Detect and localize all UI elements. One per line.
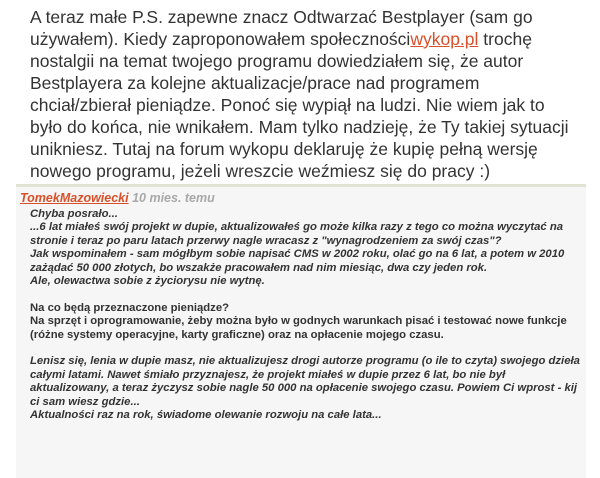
paragraph-gap [30,342,585,355]
comment-line: Aktualności raz na rok, świadome olewanie rozwoju na całe lata... [30,409,382,422]
comment-line: Na sprzęt i oprogramowanie, żeby można było w godnych warunkach pisać i testować nowe funkcje (różne systemy operacyjne, karty graficzne) oraz na opłacenie mojego czasu. [30,315,567,341]
comment-body [30,208,585,422]
paragraph-gap [30,288,585,301]
comment-line: Ale, olewactwa sobie z życiorysu nie wytnę. [30,275,265,288]
post-text-start: A teraz małe P.S. zapewne znacz Odtwarzać Bestplayer (sam go używałem). Kiedy zaproponowałem społeczności [30,7,533,49]
post-text-end: trochę nostalgii na temat twojego programu dowiedziałem się, że autor Bestplayera za kolejne aktualizacje/prace nad programem chciał/zbierał pieniądze. Ponoć się wypiął na ludzi. Nie wiem jak to było do końca, nie wnikałem. Mam tylko nadzieję, że Ty takiej sytuacji unikniesz. Tutaj na forum wykopu deklaruję że kupię pełną wersję nowego programu, jeżeli wreszcie weźmiesz się do pracy :) [30,29,569,181]
comment-username[interactable]: TomekMazowiecki [20,191,129,205]
comment-line: Chyba posrało... [30,208,118,220]
comment-line: Jak wspominałem - sam mógłbym sobie napisać CMS w 2002 roku, olać go na 6 lat, a potem w 2010 zażądać 50 000 złotych, bo wszakże pracowałem nad nim miesiąc, dwa czy jeden rok. [30,248,565,274]
comment-line: ...6 lat miałeś swój projekt w dupie, aktualizowałeś go może kilka razy z tego co można wyczytać na stronie i teraz po paru latach przerwy nagle wracasz z "wynagrodzeniem za swój czas"? [30,221,564,247]
comment-line: Lenisz się, lenia w dupie masz, nie aktualizujesz drogi autorze programu (o ile to czyta) swojego dzieła całymi latami. Nawet śmiało przyznajesz, że projekt miałeś w dupie przez 6 lat, bo nie był aktualizowany, a teraz życzysz sobie nagle 50 000 na opłacenie swojego czasu. Powiem Ci wprost - kij ci sam wiesz gdzie... [30,355,580,408]
post-text [30,6,578,182]
comment-time: 10 mies. temu [128,191,215,205]
wykop-link[interactable]: wykop.pl [410,29,479,49]
comment [16,184,586,478]
comment-header [20,191,215,205]
comment-line: Na co będą przeznaczone pieniądze? [30,301,229,314]
